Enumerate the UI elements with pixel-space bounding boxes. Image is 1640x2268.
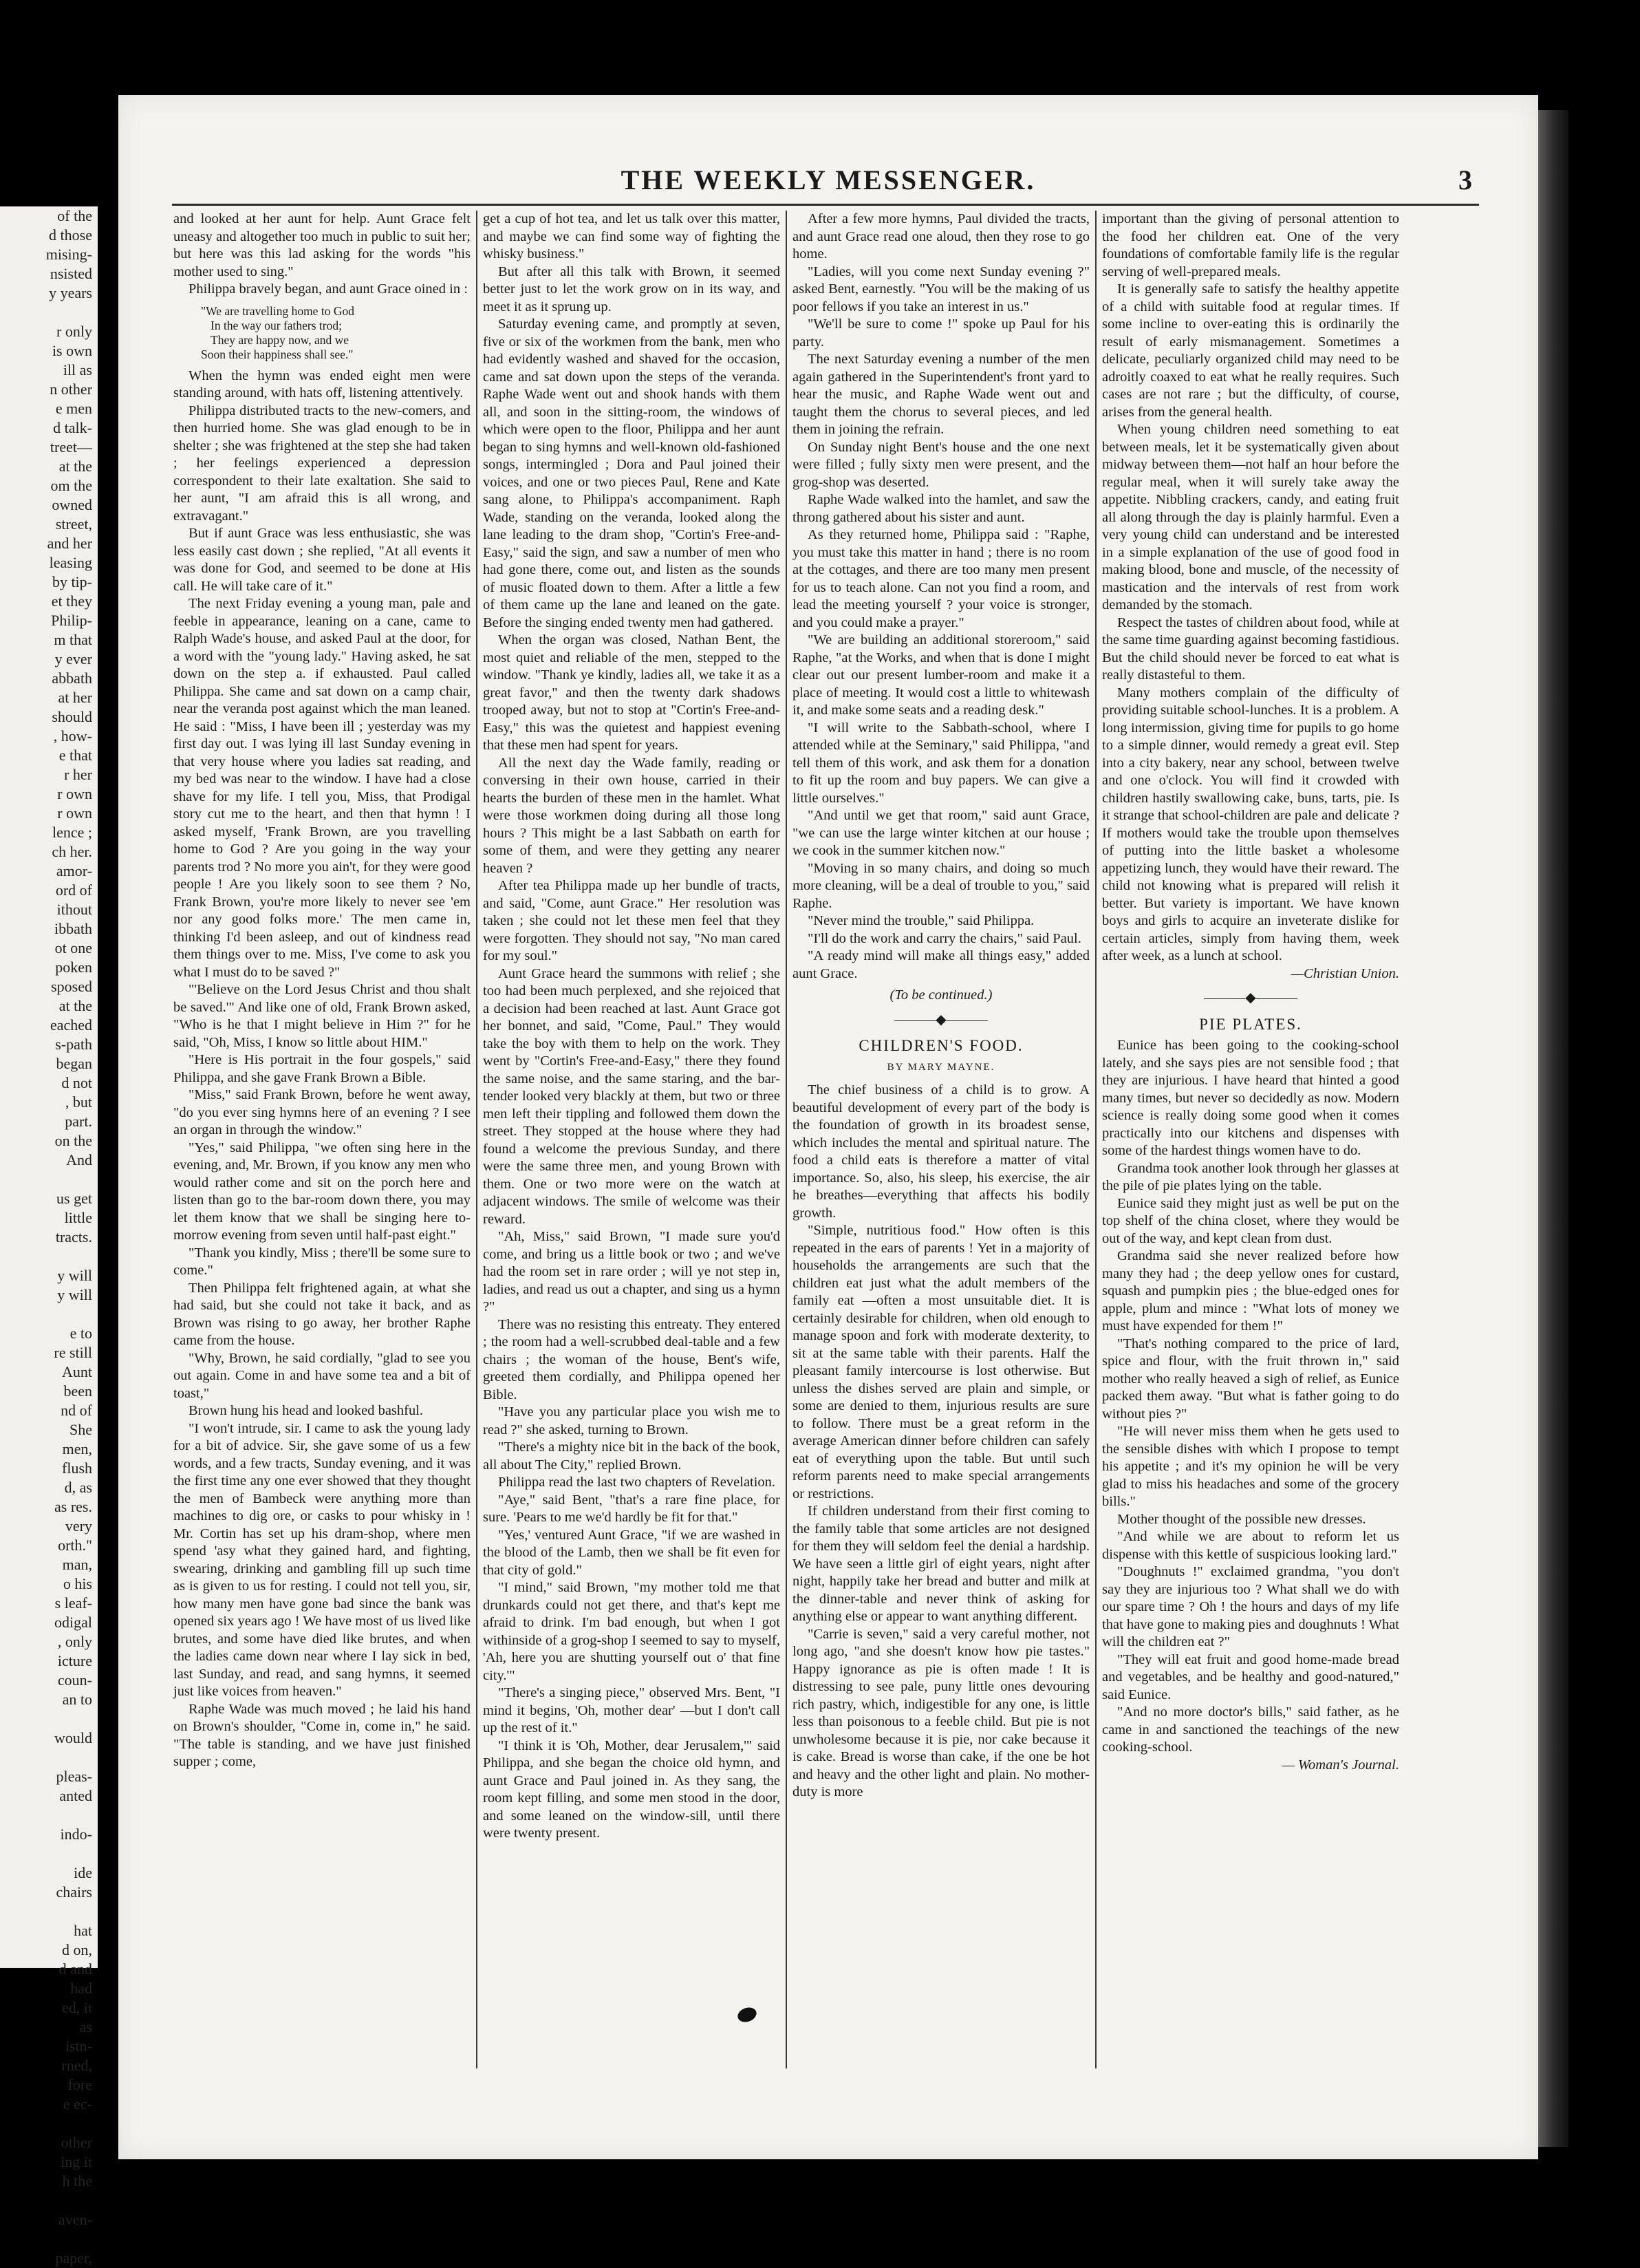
previous-page-text-fragment: by tip- (52, 573, 92, 590)
previous-page-text-fragment: men, (62, 1440, 92, 1457)
previous-page-text-fragment: , only (57, 1633, 92, 1650)
previous-page-text-fragment: tracts. (55, 1228, 92, 1245)
paragraph: "Moving in so many chairs, and doing so much more cleaning, will be a deal of trouble to you," said Raphe. (792, 860, 1090, 911)
previous-page-text-fragment: h the (62, 2172, 92, 2190)
paragraph: Grandma said she never realized before how many they had ; the deep yellow ones for custard, squash and pumpkin pies ; the blue-edged ones for apple, plum and mince : "What lots of money we must have expended for them !" (1102, 1248, 1399, 1334)
paragraph: "I mind," said Brown, "my mother told me that drunkards could not get there, and that's kept me afraid to drink. I'm bad enough, but when I got withinside of a grog-shop I seemed to say to myself, 'Ah, here you are shutting yourself out o' that fine city.'" (483, 1580, 780, 1683)
previous-page-text-fragment: fore (67, 2076, 92, 2093)
paragraph: It is generally safe to satisfy the healthy appetite of a child with suitable food at regular times. If some incline to over-eating this is ordinarily the result of early mismanagement. Sometimes a delicate, peculiarly organized child may need to be adroitly coaxed to eat what he really requires. Such cases are not rare ; but the difficulty, of course, arises from the general health. (1102, 281, 1399, 420)
paragraph: "A ready mind will make all things easy," added aunt Grace. (792, 948, 1090, 981)
previous-page-text-fragment: And (66, 1151, 92, 1168)
verse-line: Soon their happiness shall see." (201, 347, 354, 361)
previous-page-text-fragment: ot one (54, 939, 92, 956)
previous-page-text-fragment: of the (57, 207, 92, 224)
previous-page-text-fragment: little (64, 1209, 92, 1226)
previous-page-text-fragment: paper, (55, 2249, 92, 2267)
previous-page-text-fragment: y will (57, 1267, 92, 1284)
paragraph: important than the giving of personal attention to the food her children eat. One of the very foundations of comfortable family life is the regular serving of well-prepared meals. (1102, 211, 1399, 279)
paragraph: "Aye," said Bent, "that's a rare fine place, for sure. 'Pears to me we'd hardly be fit for that." (483, 1492, 780, 1525)
previous-page-text-fragment: d on, (62, 1941, 92, 1958)
previous-page-text-fragment (0, 1709, 98, 1729)
previous-page-text-fragment: should (52, 708, 92, 725)
previous-page-text-fragment (0, 303, 98, 322)
paragraph: "They will eat fruit and good home-made bread and vegetables, and be healthy and good-natured," said Eunice. (1102, 1651, 1399, 1702)
previous-page-text-fragment: et they (51, 592, 92, 610)
paragraph: Eunice said they might just as well be put on the top shelf of the china closet, where they would be out of the way, and kept clean from dust. (1102, 1195, 1399, 1246)
column-divider (476, 211, 477, 2068)
previous-page-text-fragment: om the (50, 477, 92, 494)
previous-page-text-fragment (0, 1305, 98, 1324)
verse-line: "We are travelling home to God (201, 303, 354, 318)
previous-page-text-fragment: ithout (56, 901, 92, 918)
column-1 (173, 211, 471, 2068)
previous-page-text-fragment: hat (74, 1922, 92, 1939)
previous-page-text-fragment (0, 1806, 98, 1825)
previous-page-text-fragment (0, 2229, 98, 2249)
paragraph: Raphe Wade walked into the hamlet, and saw the throng gathered about his sister and aunt. (792, 492, 1090, 525)
section-divider: ———◆——— (1204, 990, 1297, 1005)
previous-page-text-fragment: at the (58, 997, 92, 1014)
previous-page-text-fragment: r only (56, 323, 92, 340)
column-divider (1095, 211, 1097, 2068)
paragraph: Philippa read the last two chapters of Revelation. (498, 1475, 776, 1490)
article-title: PIE PLATES. (1199, 1015, 1302, 1033)
previous-page-text-fragment: ord of (55, 881, 92, 899)
paragraph: "Ladies, will you come next Sunday evening ?" asked Bent, earnestly. "You will be the making of us poor fellows if you take an interest in us." (792, 264, 1090, 314)
previous-page-text-fragment: y ever (54, 650, 92, 667)
paragraph: "And until we get that room," said aunt Grace, "we can use the large winter kitchen at our house ; we cook in the summer kitchen now." (792, 808, 1090, 858)
paragraph: "Never mind the trouble," said Philippa. (808, 913, 1035, 928)
previous-page-text-fragment: would (54, 1729, 92, 1746)
previous-page-text-fragment: poken (55, 959, 92, 976)
paragraph: "I won't intrude, sir. I came to ask the young lady for a bit of advice. Sir, she gave some of us a few words, and a few tracts, Sunday evening, and it was the first time any one ever showed that they thought the men of Bambeck were anything more than machines to dig ore, or casks to pour whisky in ! Mr. Cortin has set up his dram-shop, where men spend 'asy what they gained hard, and fighting, swearing, drinking and gambling fill up such time as is given to us for resting. I could not tell you, sir, how many men have gone bad since the bank was opened six years ago ! We have most of us lived like brutes, and some have died like brutes, and when the ladies came down near where I lay sick in bed, last Sunday, and read, and sang hymns, it seemed just like voices from heaven." (173, 1420, 471, 1699)
previous-page-text-fragment (0, 1247, 98, 1266)
previous-page-text-fragment: r her (64, 766, 92, 783)
paragraph: "Simple, nutritious food." How often is this repeated in the ears of parents ! Yet in a majority of households the arrangements are such that the children eat just what the adult members of the family eat —often a most unsuitable diet. It is certainly desirable for children, when old enough to manage spoon and fork with moderate dexterity, to sit at the same table with their parents. Half the pleasant family intercourse is lost otherwise. But unless the dishes served are plain and simple, or some are denied to them, injurious results are sure to follow. There must be a great reform in the average American dinner before children can safely eat of everything upon the table. But until such reform parents need to make special arrangements or restrictions. (792, 1223, 1090, 1501)
paragraph: After tea Philippa made up her bundle of tracts, and said, "Come, aunt Grace." Her resolution was taken ; she could not let these men feel that they were forgotten. They should not say, "No man cared for my soul." (483, 878, 780, 963)
paragraph: "Miss," said Frank Brown, before he went away, "do you ever sing hymns here of an evening ? I see an organ in through the window." (173, 1087, 471, 1137)
previous-page-text-fragment: d talk- (53, 419, 92, 436)
previous-page-text-fragment: e that (58, 747, 92, 764)
previous-page-text-fragment: She (69, 1421, 92, 1438)
previous-page-text-fragment: at her (58, 689, 92, 706)
previous-page-text-fragment (0, 1902, 98, 1921)
previous-page-text-fragment (0, 2114, 98, 2133)
paragraph: Brown hung his head and looked bashful. (188, 1403, 424, 1418)
masthead-rule (172, 204, 1479, 206)
column-3 (792, 211, 1090, 2068)
previous-page-text-fragment: aven- (58, 2211, 92, 2228)
previous-page-text-fragment: ed, it (62, 1999, 92, 2016)
paragraph: "Carrie is seven," said a very careful mother, not long ago, "and she doesn't know how pie tastes." Happy ignorance as pie is often made ! It is distressing to see pale, puny little ones devouring rich pastry, which, indigestible for any one, is little less than poisonous to a feeble child. But pie is not unwholesome because it is pie, nor cake because it is cake. Bread is worse than cake, if the one be hot and heavy and the other light and plain. No mother-duty is more (792, 1626, 1090, 1799)
masthead-title: THE WEEKLY MESSENGER. (621, 164, 1036, 195)
previous-page-text-fragment: abbath (52, 670, 92, 687)
paragraph: Philippa bravely began, and aunt Grace oined in : (188, 281, 468, 297)
paragraph: "There's a singing piece," observed Mrs. Bent, "I mind it begins, 'Oh, mother dear' —but I don't call up the rest of it." (483, 1685, 780, 1735)
previous-page-text-fragment: an to (62, 1691, 92, 1708)
previous-page-text-fragment: r own (57, 804, 92, 822)
paragraph: "Why, Brown, he said cordially, "glad to see you out again. Come in and have some tea and a bit of toast," (173, 1350, 471, 1401)
paragraph: "That's nothing compared to the price of lard, spice and flour, with the fruit thrown in," said mother who really heaved a sigh of relief, as Eunice packed them away. "But what is father going to do without pies ?" (1102, 1336, 1399, 1422)
hymn-verse (201, 304, 471, 362)
article-title: CHILDREN'S FOOD. (859, 1037, 1024, 1054)
previous-page-text-fragment: e to (69, 1325, 92, 1342)
paragraph: The chief business of a child is to grow. A beautiful development of every part of the body is the foundation of growth in its broadest sense, which includes the mental and spiritual nature. The food a child eats is therefore a matter of vital importance. So, also, his sleep, his exercise, the air he breathes—everything that affects his bodily growth. (792, 1082, 1090, 1221)
paragraph: When the organ was closed, Nathan Bent, the most quiet and reliable of the men, stepped to the window. "Thank ye kindly, ladies all, we take it as a great favor," and then the twenty dark shadows trooped away, but not to stop at "Cortin's Free-and-Easy," this was the quietest and happiest evening that these men had spent for years. (483, 632, 780, 753)
previous-page-text-fragment (0, 1170, 98, 1189)
previous-page-text-fragment: treet— (50, 438, 92, 456)
previous-page-text-fragment: began (56, 1055, 92, 1072)
previous-page-text-fragment (0, 2191, 98, 2210)
column-divider (786, 211, 787, 2068)
previous-page-text-fragment: s leaf- (54, 1594, 92, 1612)
previous-page-text-fragment: had (70, 1980, 92, 1997)
previous-page-text-fragment: , how- (53, 727, 92, 745)
previous-page-text-fragment (0, 1844, 98, 1863)
paragraph: But after all this talk with Brown, it seemed better just to let the work grow on in its way, and meet it as it sprung up. (483, 264, 780, 314)
previous-page-text-fragment: d not (61, 1074, 92, 1091)
paragraph: When the hymn was ended eight men were standing around, with hats off, listening attentively. (173, 367, 471, 400)
continued-label: (To be continued.) (889, 987, 993, 1003)
previous-page-text-fragment: very (65, 1517, 92, 1534)
previous-page-text-fragment: ill as (63, 361, 92, 378)
paragraph: "Doughnuts !" exclaimed grandma, "you don't say they are injurious too ? What shall we do with our spare time ? Oh ! the hours and days of my life that have gone to making pies and doughnuts ! What will the children eat ?" (1102, 1564, 1399, 1649)
paragraph: "Have you any particular place you wish me to read ?" she asked, turning to Brown. (483, 1404, 780, 1437)
previous-page-text-fragment: coun- (57, 1671, 92, 1689)
paragraph: "I think it is 'Oh, Mother, dear Jerusalem,'" said Philippa, and she began the choice old hymn, and aunt Grace and Paul joined in. As they sang, the room kept filling, and some men stood in the door, and some leaned on the window-sill, until there were twenty present. (483, 1737, 780, 1841)
previous-page-text-fragment: ibbath (54, 920, 92, 937)
previous-page-text-fragment: y will (57, 1286, 92, 1303)
previous-page-text-fragment: and her (47, 535, 92, 552)
previous-page-text-fragment: nsisted (50, 265, 92, 282)
paragraph: "There's a mighty nice bit in the back of the book, all about The City," replied Brown. (483, 1440, 780, 1473)
previous-page-text-fragment: other (61, 2134, 92, 2151)
column-2 (483, 211, 780, 2068)
paragraph: Saturday evening came, and promptly at seven, five or six of the workmen from the bank, men who had evidently washed and shaved for the occasion, came and sat down upon the steps of the veranda. Raphe Wade went out and shook hands with them all, and soon in the sitting-room, the windows of which were open to the floor, Philippa and her aunt began to sing hymns and well-known old-fashioned songs, intermingled ; Dora and Paul joined their voices, and one or two pieces Paul, Rene and Kate sang alone, to Philippa's accompaniment. Raph Wade, standing on the veranda, looked along the lane leading to the dram shop, "Cortin's Free-and-Easy," said the sign, and saw a number of men who had gone there, come out, and listen as the sounds of music floated down to them. After a little a few of them came up the lane and leaned on the gate. Before the singing ended twenty men had gathered. (483, 317, 780, 630)
column-4 (1102, 211, 1399, 2068)
previous-page-text-fragment: lence ; (52, 824, 92, 841)
paragraph: The next Friday evening a young man, pale and feeble in appearance, leaning on a cane, came to Ralph Wade's house, and asked Paul at the door, for a word with the "young lady." Having asked, he sat down on the step a. if exhausted. Paul called Philippa. She came and sat down on a camp chair, near the veranda post against which the man leaned. He said : "Miss, I have been ill ; yesterday was my first day out. I was lying ill last Sunday evening in that very house where you ladies sat reading, and my bed was near to the window. I have had a close shave for my life. I tell you, Miss, that Prodigal story cut me to the heart, and then that hymn ! I asked myself, 'Frank Brown, are you travelling home to God ? Are you going in the way your parents trod ? No more you ain't, for they were good people ! Are you likely soon to see them ? No, Frank Brown, you're more likely to never see 'em nor any good folks more.' The men came in, thinking I'd been asleep, and out of kindness read them things over to me. Miss, I've come to ask you what I must do to be saved ?" (173, 596, 471, 980)
previous-page-text-fragment: eached (50, 1016, 92, 1034)
paragraph: Raphe Wade was much moved ; he laid his hand on Brown's shoulder, "Come in, come in," he said. "The table is standing, and we have just finished supper ; come, (173, 1701, 471, 1769)
to-be-continued (792, 987, 1090, 1005)
previous-page-text-fragment: amor- (56, 862, 92, 879)
previous-page-text-fragment: Aunt (62, 1363, 92, 1380)
previous-page-text-fragment: d those (49, 226, 92, 244)
previous-page-text-fragment: Philip- (51, 612, 92, 629)
paragraph: "Yes," said Philippa, "we often sing here in the evening, and, Mr. Brown, if you know any men who would rather come and sit on the porch here and listen than go to the bar-room down there, you may let them know that we shall be singing here to-morrow evening from seven until half-past eight." (173, 1140, 471, 1243)
paragraph: All the next day the Wade family, reading or conversing in their own house, carried in their hearts the burden of these men in the hamlet. What were those workmen doing during all those long hours ? This might be a last Sabbath on earth for some of them, and were they getting any nearer heaven ? (483, 755, 780, 876)
paragraph: "And while we are about to reform let us dispense with this kettle of suspicious looking lard." (1102, 1529, 1399, 1562)
paragraph: Then Philippa felt frightened again, at what she had said, but she could not take it back, and as Brown was rising to go away, her brother Raphe came from the house. (173, 1280, 471, 1348)
previous-page-text-fragment: odigal (54, 1614, 92, 1631)
previous-page-text-fragment: , but (65, 1093, 92, 1111)
paragraph: There was no resisting this entreaty. They entered ; the room had a well-scrubbed deal-table and a few chairs ; the woman of the house, Bent's wife, greeted them cordially, and Philippa opened her Bible. (483, 1316, 780, 1402)
previous-page-text-fragment: street, (55, 515, 92, 533)
paragraph: "Here is His portrait in the four gospels," said Philippa, and she gave Frank Brown a Bible. (173, 1052, 471, 1085)
previous-page-text-fragment: as (79, 2018, 92, 2035)
paragraph: "I'll do the work and carry the chairs," said Paul. (808, 930, 1081, 946)
paragraph: "'Believe on the Lord Jesus Christ and thou shalt be saved.'" And like one of old, Frank Brown asked, "Who is he that I might believe in Him ?" for he said, "Oh, Miss, I know so little about HIM." (173, 982, 471, 1050)
previous-page-text-fragment: indo- (60, 1826, 92, 1843)
newspaper-page (118, 95, 1538, 2159)
paragraph: "We are building an additional storeroom," said Raphe, "at the Works, and when that is done I might clear out our present lumber-room and make it a place of meeting. It would cost a little to whitewash it, and make some seats and a reading desk." (792, 632, 1090, 718)
previous-page-text-fragment: r own (57, 785, 92, 802)
paragraph: But if aunt Grace was less enthusiastic, she was less easily cast down ; she replied, "At all events it was done for God, and seemed to be done at His call. He will take care of it." (173, 526, 471, 594)
previous-page-text-fragment: s-path (55, 1036, 92, 1053)
previous-page-edge (0, 206, 98, 2267)
article-credit: —Christian Union. (1291, 965, 1399, 981)
paragraph: get a cup of hot tea, and let us talk over this matter, and maybe we can find some way of fighting the whisky business." (483, 211, 780, 261)
paragraph: Grandma took another look through her glasses at the pile of pie plates lying on the table. (1102, 1160, 1399, 1193)
previous-page-text-fragment: on the (54, 1132, 92, 1149)
paragraph: "He will never miss them when he gets used to the sensible dishes with which I propose to tempt his appetite ; and it's my opinion he will be very glad to miss his headaches and some of the grocery bills." (1102, 1424, 1399, 1509)
paragraph: "Yes,' ventured Aunt Grace, "if we are washed in the blood of the Lamb, then we shall be fit even for that city of gold." (483, 1527, 780, 1578)
previous-page-text-fragment: nd of (61, 1402, 92, 1419)
previous-page-text-fragment: flush (62, 1459, 92, 1477)
paragraph: Many mothers complain of the difficulty of providing suitable school-lunches. It is a problem. A long intermission, giving time for pupils to go home to a simple dinner, would remedy a great evil. Step into a city bakery, near any school, between twelve and one o'clock. You will find it crowded with children hastily swallowing cake, buns, tarts, pie. Is it strange that school-children are pale and delicate ? If mothers would take the trouble upon themselves of putting into the little basket a wholesome appetizing lunch, they would have their reward. The child not knowing what is prepared will relish it better. But variety is important. We have known boys and girls to acquire an inveterate dislike for certain articles, simply from having them, week after week, as a lunch at school. (1102, 685, 1399, 963)
paragraph: As they returned home, Philippa said : "Raphe, you must take this matter in hand ; there is no room at the cottages, and there are too many men present for us to teach alone. Can not you find a room, and lead the meeting yourself ? your voice is stronger, and you could make a prayer." (792, 527, 1090, 630)
masthead (118, 164, 1538, 205)
verse-line: In the way our fathers trod; (211, 318, 342, 332)
previous-page-text-fragment: at the (58, 458, 92, 475)
previous-page-text-fragment: part. (65, 1113, 92, 1130)
paragraph: Aunt Grace heard the summons with relief ; she too had been much perplexed, and she rejoiced that a decision had been reached at last. Aunt Grace got her bonnet, and said, "Come, Paul." They would take the boy with them to help on the work. They went by "Cortin's Free-and-Easy," there they found the same noise, and the same staring, and the bar-tender looked very blackly at them, but two or three men left their tippling and followed them down the street. They stopped at the house where they had found a welcome the previous Sunday, and there were the same three men, and young Brown with them. One or two more were on the watch at adjacent windows. The smile of welcome was their reward. (483, 965, 780, 1227)
paragraph: The next Saturday evening a number of the men again gathered in the Superintendent's front yard to hear the music, and Raphe Wade went out and taught them the chorus to several pieces, and led them in joining the refrain. (792, 352, 1090, 437)
previous-page-text-fragment (0, 1748, 98, 1767)
previous-page-text-fragment: man, (62, 1556, 92, 1573)
previous-page-text-fragment: chairs (56, 1883, 92, 1901)
paragraph: If children understand from their first coming to the family table that some articles are not designed for them they will seldom feel the denial a hardship. We have seen a little girl of eight years, night after night, happily take her bread and butter and milk at the dinner-table and never think of asking for anything else or appear to want anything different. (792, 1504, 1090, 1624)
previous-page-text-fragment: rned, (61, 2057, 92, 2074)
previous-page-text-fragment: orth." (58, 1537, 92, 1554)
paragraph: "Ah, Miss," said Brown, "I made sure you'd come, and bring us a little book or two ; and we've had the room set in rare order ; will ye not step in, ladies, and read us out a chapter, and sing us a hymn ?" (483, 1229, 780, 1314)
article-byline: BY MARY MAYNE. (887, 1061, 995, 1073)
previous-page-text-fragment: us get (56, 1190, 92, 1207)
previous-page-text-fragment: e ec- (63, 2095, 92, 2112)
paragraph: Respect the tastes of children about food, while at the same time guarding against becoming fastidious. But the child should never be forced to eat what is really distasteful to them. (1102, 614, 1399, 683)
section-divider: ———◆——— (894, 1012, 988, 1027)
paragraph: Eunice has been going to the cooking-school lately, and she says pies are not sensible food ; that they are injurious. I have heard that hinted a good many times, but never so decidedly as now. Modern science is really doing some good when it comes practically into our kitchens and dispenses with some of the hardest things women have to do. (1102, 1038, 1399, 1158)
previous-page-text-fragment: o his (63, 1575, 92, 1592)
paragraph: When young children need something to eat between meals, let it be systematically given about midway between them—not half an hour before the regular meal, when it will surely take away the appetite. Nibbling crackers, candy, and eating fruit all along through the day is plainly harmful. Even a very young child can understand and be interested in a simple explanation of the use of good food in making blood, bone and muscle, of the necessity of mastication and the intervals of rest from work demanded by the stomach. (1102, 422, 1399, 612)
previous-page-text-fragment: ide (74, 1864, 92, 1881)
previous-page-text-fragment: e men (55, 400, 92, 417)
previous-page-text-fragment: pleas- (56, 1768, 92, 1785)
previous-page-text-fragment: been (63, 1382, 92, 1400)
article-credit: — Woman's Journal. (1282, 1757, 1399, 1773)
paragraph: "We'll be sure to come !" spoke up Paul for his party. (792, 317, 1090, 350)
previous-page-text-fragment: d and (58, 1960, 92, 1978)
previous-page-text-fragment: re still (54, 1344, 92, 1361)
page-number: 3 (1458, 164, 1472, 195)
previous-page-text-fragment: n other (50, 381, 92, 398)
paragraph: Mother thought of the possible new dresses. (1117, 1511, 1366, 1527)
previous-page-text-fragment: as res. (54, 1498, 92, 1515)
paragraph: After a few more hymns, Paul divided the tracts, and aunt Grace read one aloud, then they rose to go home. (792, 211, 1090, 261)
previous-page-text-fragment: is own (52, 342, 92, 359)
previous-page-text-fragment: d, as (64, 1479, 92, 1496)
previous-page-text-fragment: m that (54, 631, 92, 648)
verse-line: They are happy now, and we (211, 332, 349, 347)
previous-page-text-fragment: mising- (45, 246, 92, 263)
previous-page-text-fragment: owned (52, 496, 92, 513)
previous-page-text-fragment: icture (57, 1652, 92, 1669)
paragraph: On Sunday night Bent's house and the one next were filled ; fully sixty men were present, and the grog-shop was deserted. (792, 439, 1090, 490)
previous-page-text-fragment: istn- (65, 2037, 92, 2055)
paragraph: "I will write to the Sabbath-school, where I attended while at the Seminary," said Philippa, "and tell them of this work, and ask them for a donation to fit up the room and buy papers. We can give a little ourselves." (792, 720, 1090, 806)
previous-page-text-fragment: anted (59, 1787, 92, 1804)
previous-page-text-fragment: sposed (51, 978, 92, 995)
previous-page-text-fragment: leasing (49, 554, 92, 571)
paragraph: Philippa distributed tracts to the new-comers, and then hurried home. She was glad enough to be in shelter ; she was frightened at the step she had taken ; her feelings experienced a depression correspondent to their late exaltation. She said to her aunt, "I am afraid this is all wrong, and extravagant." (173, 403, 471, 524)
paragraph: and looked at her aunt for help. Aunt Grace felt uneasy and altogether too much in public to suit her; but here was this lad asking for the words "his mother used to sing." (173, 211, 471, 279)
page-stack-edge (1538, 110, 1568, 2147)
paragraph: "Thank you kindly, Miss ; there'll be some sure to come." (173, 1245, 471, 1278)
previous-page-text-fragment: ch her. (52, 843, 92, 860)
previous-page-text-fragment: ing it (61, 2153, 92, 2170)
previous-page-text-fragment: y years (49, 284, 92, 301)
paragraph: "And no more doctor's bills," said father, as he came in and sanctioned the teachings of the new cooking-school. (1102, 1704, 1399, 1755)
